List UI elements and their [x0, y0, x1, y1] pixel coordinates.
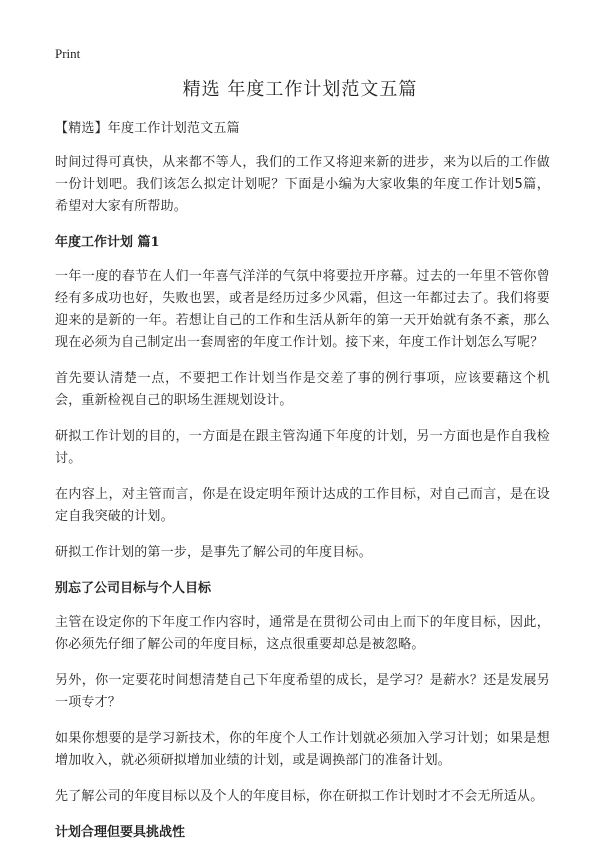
- intro-paragraph: 时间过得可真快，从来都不等人，我们的工作又将迎来新的进步，来为以后的工作做一份计划吧。我们该怎么拟定计划呢？下面是小编为大家收集的年度工作计划5篇，希望对大家有所帮助。: [55, 155, 550, 214]
- paragraph: 先了解公司的年度目标以及个人的年度目标，你在研拟工作计划时才不会无所适从。: [55, 789, 544, 804]
- paragraph: 一年一度的春节在人们一年喜气洋洋的气氛中将要拉开序幕。过去的一年里不管你曾经有多成功也好，失败也罢，或者是经历过多少风霜，但这一年都过去了。我们将要迎来的是新的一年。若想让自己的工作和生活从新年的第一天开始就有条不紊，那么现在必须为自己制定出一套周密的年度工作计划。接下来，年度工作计划怎么写呢？: [55, 269, 550, 350]
- paragraph: 在内容上，对主管而言，你是在设定明年预计达成的工作目标，对自己而言，是在设定自我突破的计划。: [55, 487, 550, 524]
- paragraph: 主管在设定你的下年度工作内容时，通常是在贯彻公司由上而下的年度目标，因此，你必须先仔细了解公司的年度目标，这点很重要却总是被忽略。: [55, 615, 550, 652]
- paragraph: 如果你想要的是学习新技术，你的年度个人工作计划就必须加入学习计划；如果是想增加收入，就必须研拟增加业绩的计划，或是调换部门的准备计划。: [55, 731, 550, 768]
- paragraph: 另外，你一定要花时间想清楚自己下年度希望的成长，是学习？是薪水？还是发展另一项专才？: [55, 673, 550, 710]
- document-subtitle: 【精选】年度工作计划范文五篇: [55, 121, 240, 136]
- print-label: Print: [55, 46, 81, 61]
- paragraph: 研拟工作计划的目的，一方面是在跟主管沟通下年度的计划，另一方面也是作自我检讨。: [55, 429, 550, 466]
- section-heading-plan-1: 年度工作计划 篇1: [55, 235, 160, 250]
- document-body: [55, 118, 550, 856]
- section-heading-challenge: 计划合理但要具挑战性: [55, 825, 186, 840]
- page-title: 精选 年度工作计划范文五篇: [182, 79, 418, 100]
- paragraph: 研拟工作计划的第一步，是事先了解公司的年度目标。: [55, 545, 372, 560]
- section-heading-goals: 别忘了公司目标与个人目标: [55, 581, 212, 596]
- paragraph: 首先要认清楚一点，不要把工作计划当作是交差了事的例行事项，应该要藉这个机会，重新检视自己的职场生涯规划设计。: [55, 371, 550, 408]
